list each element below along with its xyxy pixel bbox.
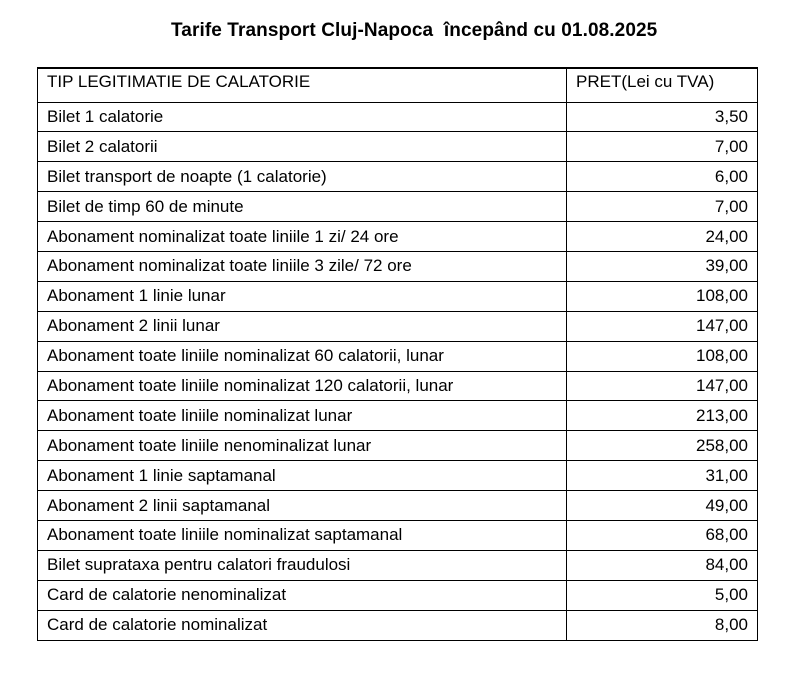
table-row [38,491,758,521]
ticket-type-cell: Abonament toate liniile nominalizat saptamanal [38,520,567,550]
price-cell: 49,00 [567,491,758,521]
ticket-type-cell: Bilet de timp 60 de minute [38,192,567,222]
table-row [38,311,758,341]
table-row [38,162,758,192]
table-row [38,580,758,610]
table-row [38,341,758,371]
table-row [38,281,758,311]
table-row [38,610,758,640]
price-cell: 84,00 [567,550,758,580]
page-title: Tarife Transport Cluj-Napoca începând cu 01.08.2025 [171,20,658,41]
price-cell: 7,00 [567,192,758,222]
price-cell: 8,00 [567,610,758,640]
price-cell: 147,00 [567,371,758,401]
ticket-type-cell: Abonament 2 linii saptamanal [38,491,567,521]
ticket-type-cell: Bilet 1 calatorie [38,102,567,132]
ticket-type-cell: Abonament 1 linie saptamanal [38,461,567,491]
price-cell: 147,00 [567,311,758,341]
ticket-type-cell: Abonament toate liniile nominalizat 120 calatorii, lunar [38,371,567,401]
ticket-type-cell: Abonament nominalizat toate liniile 3 zile/ 72 ore [38,251,567,281]
price-cell: 258,00 [567,431,758,461]
price-cell: 7,00 [567,132,758,162]
price-cell: 5,00 [567,580,758,610]
table-row [38,192,758,222]
ticket-type-cell: Abonament toate liniile nominalizat lunar [38,401,567,431]
ticket-type-cell: Abonament 2 linii lunar [38,311,567,341]
price-cell: 6,00 [567,162,758,192]
ticket-type-cell: Card de calatorie nominalizat [38,610,567,640]
price-cell: 213,00 [567,401,758,431]
table-header-row [38,68,758,102]
table-row [38,431,758,461]
table-row [38,132,758,162]
ticket-type-cell: Abonament toate liniile nominalizat 60 calatorii, lunar [38,341,567,371]
price-cell: 108,00 [567,281,758,311]
table-row [38,401,758,431]
price-cell: 68,00 [567,520,758,550]
table-row [38,371,758,401]
ticket-type-cell: Abonament toate liniile nenominalizat lunar [38,431,567,461]
price-cell: 24,00 [567,222,758,252]
column-header-ticket-type: TIP LEGITIMATIE DE CALATORIE [38,68,567,102]
table-row [38,251,758,281]
table-row [38,102,758,132]
fare-table [37,67,758,641]
ticket-type-cell: Card de calatorie nenominalizat [38,580,567,610]
ticket-type-cell: Bilet suprataxa pentru calatori fraudulosi [38,550,567,580]
ticket-type-cell: Bilet transport de noapte (1 calatorie) [38,162,567,192]
ticket-type-cell: Bilet 2 calatorii [38,132,567,162]
ticket-type-cell: Abonament 1 linie lunar [38,281,567,311]
price-cell: 39,00 [567,251,758,281]
table-row [38,461,758,491]
price-cell: 3,50 [567,102,758,132]
table-row [38,550,758,580]
column-header-price: PRET(Lei cu TVA) [567,68,758,102]
price-cell: 108,00 [567,341,758,371]
ticket-type-cell: Abonament nominalizat toate liniile 1 zi/ 24 ore [38,222,567,252]
price-cell: 31,00 [567,461,758,491]
table-row [38,520,758,550]
table-row [38,222,758,252]
